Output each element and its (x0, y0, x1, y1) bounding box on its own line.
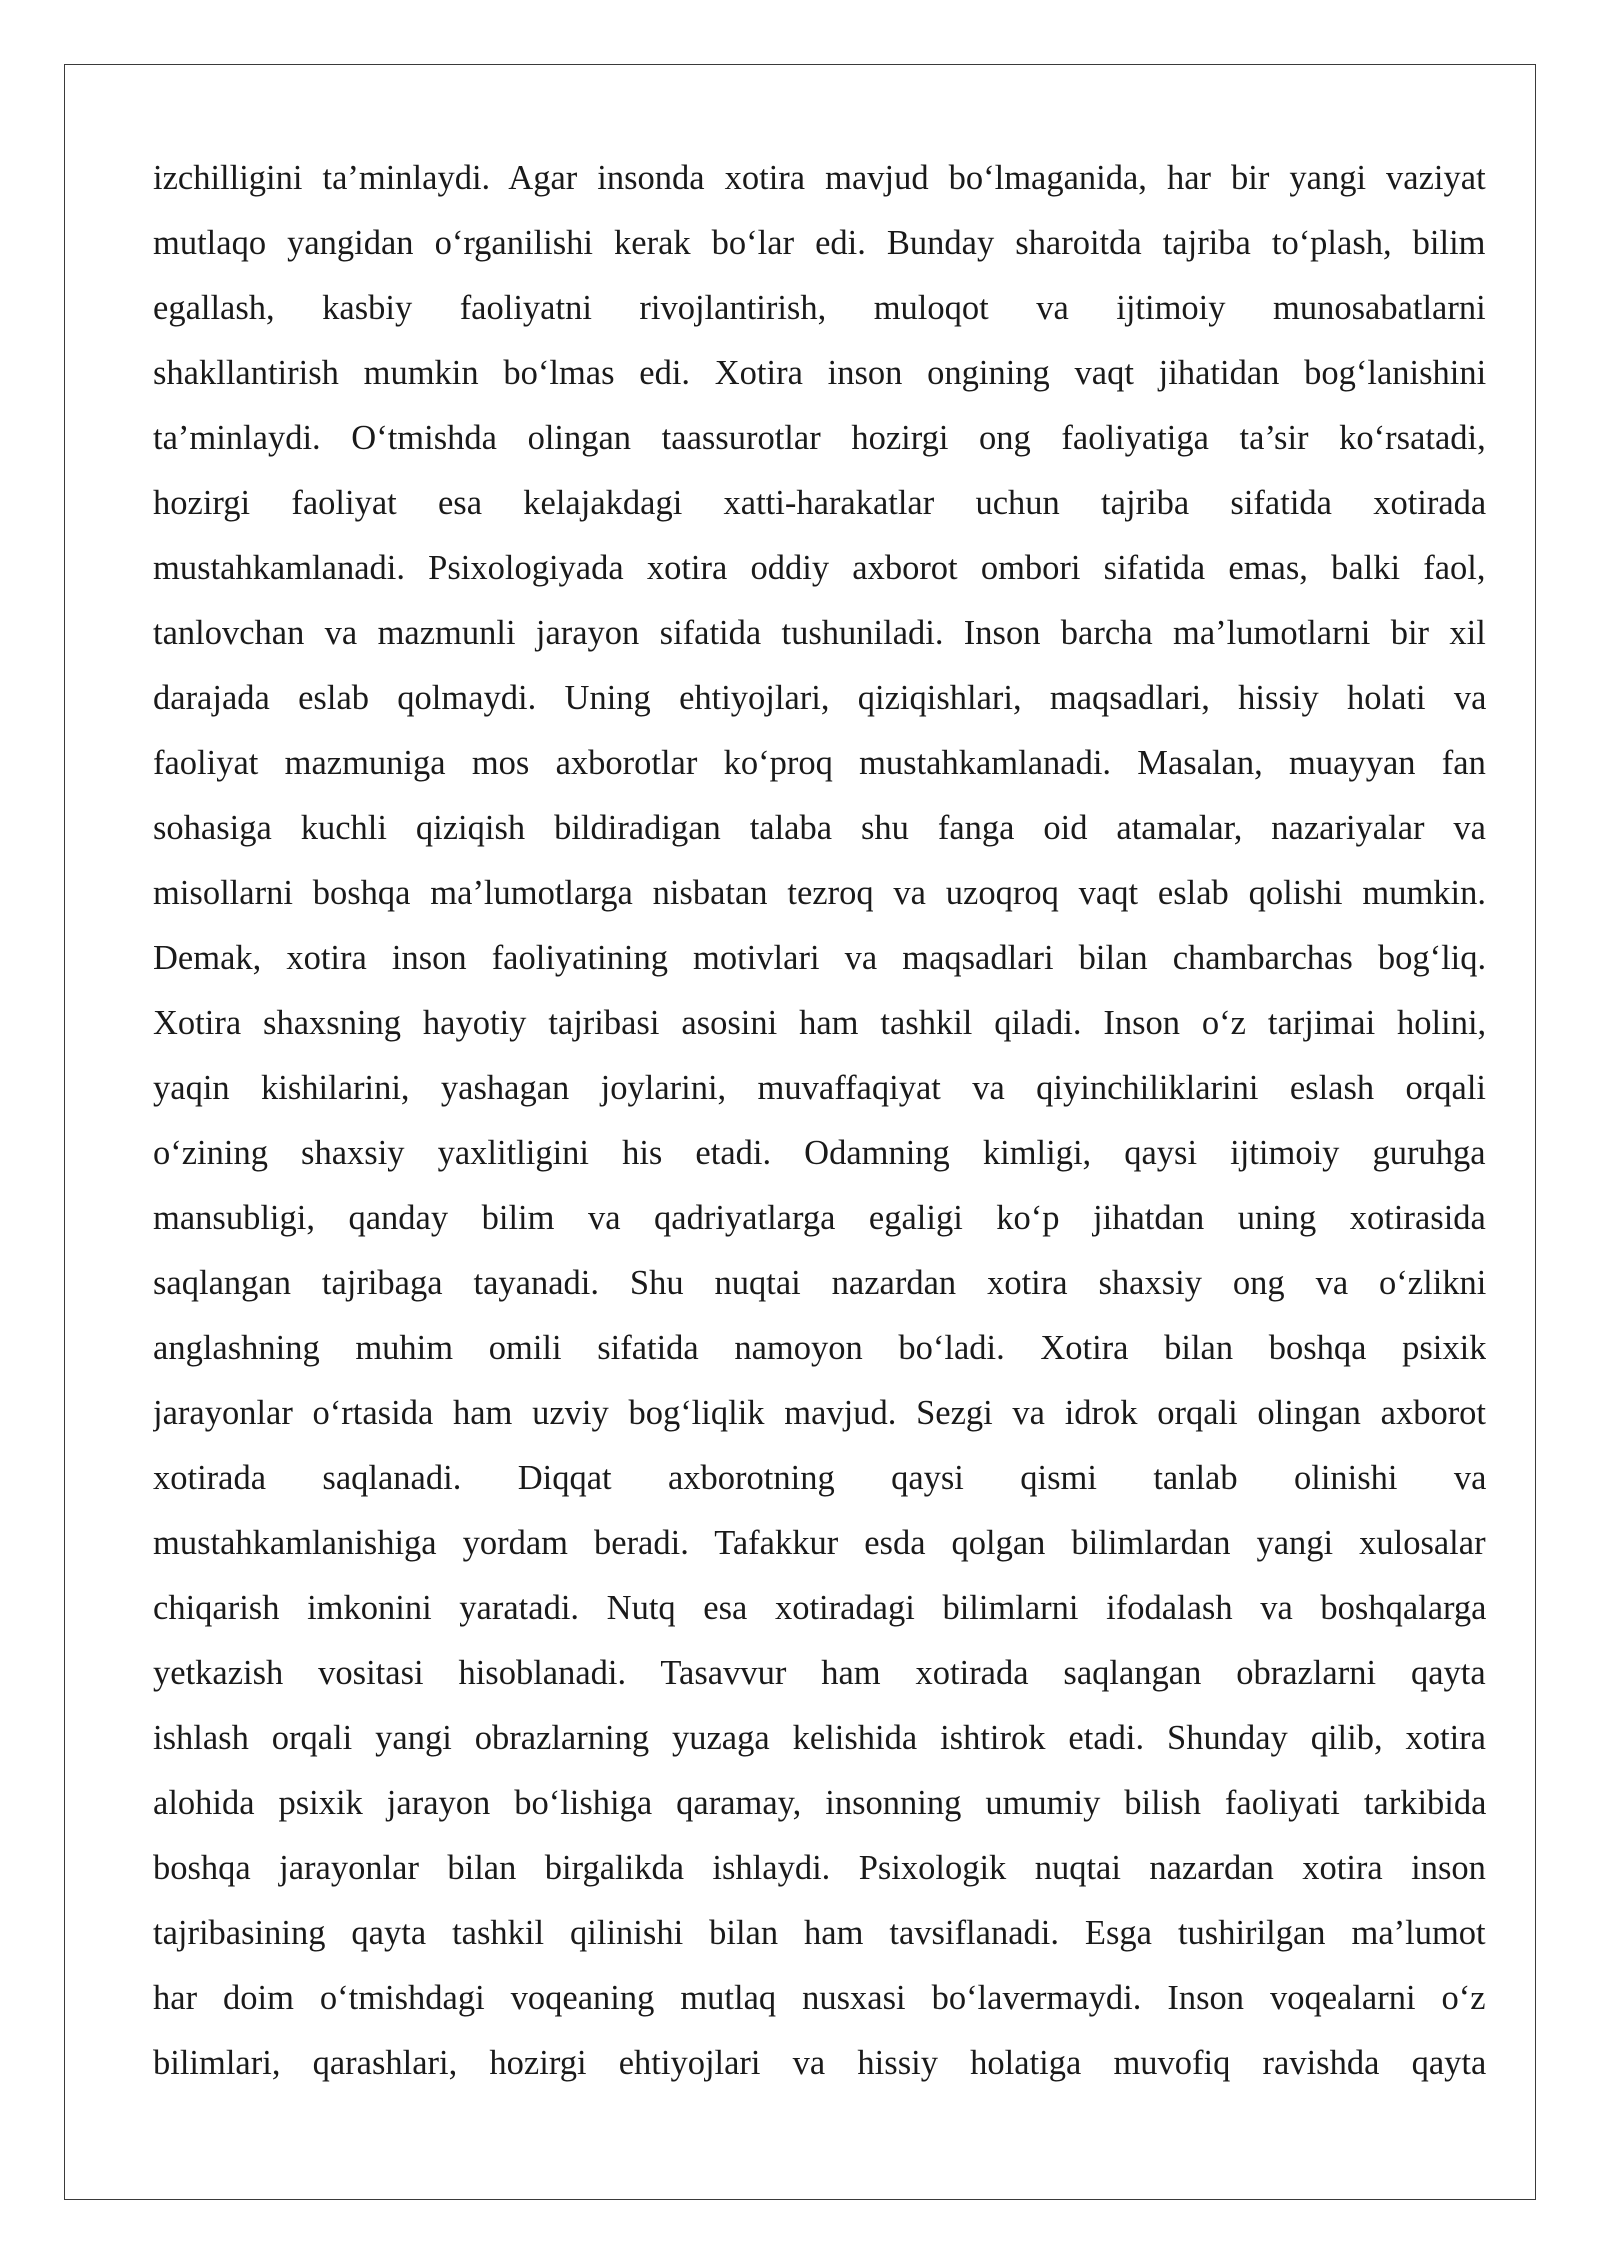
text-line: alohida psixik jarayon bo‘lishiga qaramay, insonning umumiy bilish faoliyati tarkibida (153, 1784, 1486, 1822)
text-line: yaqin kishilarini, yashagan joylarini, muvaffaqiyat va qiyinchiliklarini eslash orqali (153, 1069, 1486, 1107)
text-line: o‘zining shaxsiy yaxlitligini his etadi. Odamning kimligi, qaysi ijtimoiy guruhga (153, 1134, 1486, 1172)
text-line: bilimlari, qarashlari, hozirgi ehtiyojlari va hissiy holatiga muvofiq ravishda qayta (153, 2044, 1486, 2082)
text-line: mutlaqo yangidan o‘rganilishi kerak bo‘lar edi. Bunday sharoitda tajriba to‘plash, bilim (153, 224, 1486, 262)
text-line: sohasiga kuchli qiziqish bildiradigan talaba shu fanga oid atamalar, nazariyalar va (153, 809, 1486, 847)
text-line: har doim o‘tmishdagi voqeaning mutlaq nusxasi bo‘lavermaydi. Inson voqealarni o‘z (153, 1979, 1486, 2017)
text-line: mansubligi, qanday bilim va qadriyatlarga egaligi ko‘p jihatdan uning xotirasida (153, 1199, 1486, 1237)
text-line: tanlovchan va mazmunli jarayon sifatida tushuniladi. Inson barcha ma’lumotlarni bir xil (153, 614, 1486, 652)
text-line: xotirada saqlanadi. Diqqat axborotning qaysi qismi tanlab olinishi va (153, 1459, 1486, 1497)
text-line: darajada eslab qolmaydi. Uning ehtiyojlari, qiziqishlari, maqsadlari, hissiy holati va (153, 679, 1486, 717)
text-line: shakllantirish mumkin bo‘lmas edi. Xotira inson ongining vaqt jihatidan bog‘lanishini (153, 354, 1486, 392)
document-body (153, 146, 1486, 2096)
text-line: Xotira shaxsning hayotiy tajribasi asosini ham tashkil qiladi. Inson o‘z tarjimai holini, (153, 1004, 1486, 1042)
text-line: jarayonlar o‘rtasida ham uzviy bog‘liqlik mavjud. Sezgi va idrok orqali olingan axborot (153, 1394, 1486, 1432)
text-line: Demak, xotira inson faoliyatining motivlari va maqsadlari bilan chambarchas bog‘liq. (153, 939, 1486, 977)
text-line: mustahkamlanadi. Psixologiyada xotira oddiy axborot ombori sifatida emas, balki faol, (153, 549, 1486, 587)
text-line: saqlangan tajribaga tayanadi. Shu nuqtai nazardan xotira shaxsiy ong va o‘zlikni (153, 1264, 1486, 1302)
text-line: yetkazish vositasi hisoblanadi. Tasavvur ham xotirada saqlangan obrazlarni qayta (153, 1654, 1486, 1692)
text-line: ta’minlaydi. O‘tmishda olingan taassurotlar hozirgi ong faoliyatiga ta’sir ko‘rsatadi, (153, 419, 1486, 457)
text-line: izchilligini ta’minlaydi. Agar insonda xotira mavjud bo‘lmaganida, har bir yangi vaziyat (153, 159, 1486, 197)
text-line: ishlash orqali yangi obrazlarning yuzaga kelishida ishtirok etadi. Shunday qilib, xotira (153, 1719, 1486, 1757)
text-line: faoliyat mazmuniga mos axborotlar ko‘proq mustahkamlanadi. Masalan, muayyan fan (153, 744, 1486, 782)
text-line: chiqarish imkonini yaratadi. Nutq esa xotiradagi bilimlarni ifodalash va boshqalarga (153, 1589, 1486, 1627)
text-line: boshqa jarayonlar bilan birgalikda ishlaydi. Psixologik nuqtai nazardan xotira inson (153, 1849, 1486, 1887)
text-line: tajribasining qayta tashkil qilinishi bilan ham tavsiflanadi. Esga tushirilgan ma’lumot (153, 1914, 1486, 1952)
text-line: anglashning muhim omili sifatida namoyon bo‘ladi. Xotira bilan boshqa psixik (153, 1329, 1486, 1367)
text-line: mustahkamlanishiga yordam beradi. Tafakkur esda qolgan bilimlardan yangi xulosalar (153, 1524, 1486, 1562)
text-line: egallash, kasbiy faoliyatni rivojlantirish, muloqot va ijtimoiy munosabatlarni (153, 289, 1486, 327)
text-line: misollarni boshqa ma’lumotlarga nisbatan tezroq va uzoqroq vaqt eslab qolishi mumkin. (153, 874, 1486, 912)
text-line: hozirgi faoliyat esa kelajakdagi xatti-harakatlar uchun tajriba sifatida xotirada (153, 484, 1486, 522)
